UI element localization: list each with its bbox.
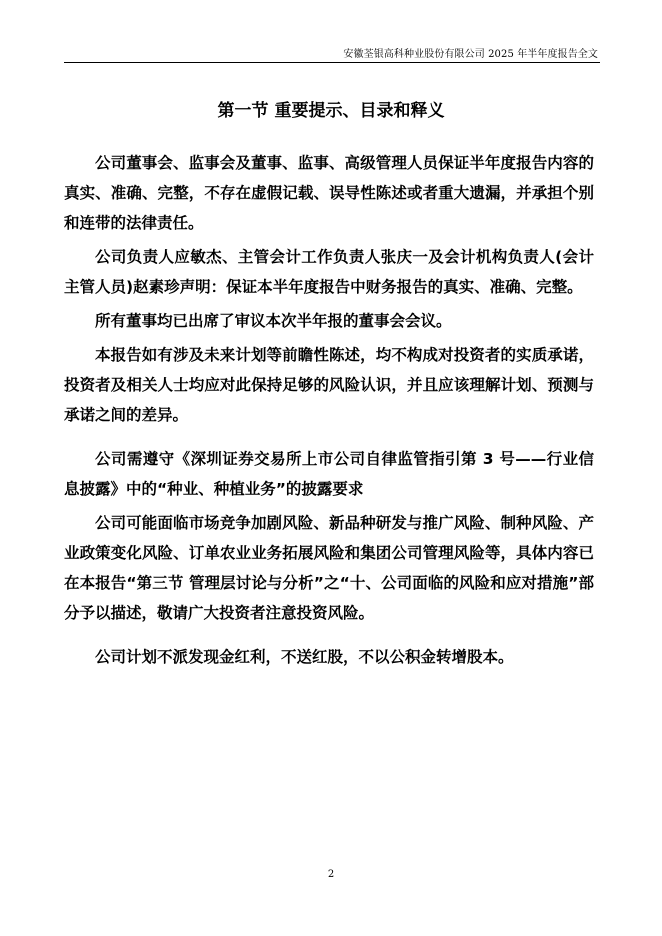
running-header: 安徽荃银高科种业股份有限公司 2025 年半年度报告全文: [343, 49, 598, 60]
paragraph-directors-attendance: 所有董事均已出席了审议本次半年报的董事会会议。: [95, 312, 452, 330]
paragraph-dividend-plan: 公司计划不派发现金红利，不送红股，不以公积金转增股本。: [95, 648, 514, 666]
header-divider: [64, 62, 600, 63]
paragraph-disclosure-requirement: 公司需遵守《深圳证券交易所上市公司自律监管指引第 3 号——行业信息披露》中的“种业、种植业务”的披露要求: [64, 450, 594, 498]
paragraph-responsible-persons: 公司负责人应敏杰、主管会计工作负责人张庆一及会计机构负责人(会计主管人员)赵素珍声明：保证本半年度报告中财务报告的真实、准确、完整。: [64, 248, 594, 296]
paragraph-forward-looking: 本报告如有涉及未来计划等前瞻性陈述，均不构成对投资者的实质承诺，投资者及相关人士均应对此保持足够的风险认识，并且应该理解计划、预测与承诺之间的差异。: [64, 346, 594, 424]
page-number: 2: [327, 869, 335, 880]
document-body: [64, 148, 594, 672]
paragraph-board-guarantee: 公司董事会、监事会及董事、监事、高级管理人员保证半年度报告内容的真实、准确、完整，不存在虚假记载、误导性陈述或者重大遗漏，并承担个别和连带的法律责任。: [64, 154, 594, 232]
paragraph-risk-factors: 公司可能面临市场竞争加剧风险、新品种研发与推广风险、制种风险、产业政策变化风险、订单农业业务拓展风险和集团公司管理风险等，具体内容已在本报告“第三节 管理层讨论与分析”之“十、公司面临的风险和应对措施”部分予以描述，敬请广大投资者注意投资风险。: [64, 514, 594, 622]
section-title: 第一节 重要提示、目录和释义: [217, 101, 445, 121]
